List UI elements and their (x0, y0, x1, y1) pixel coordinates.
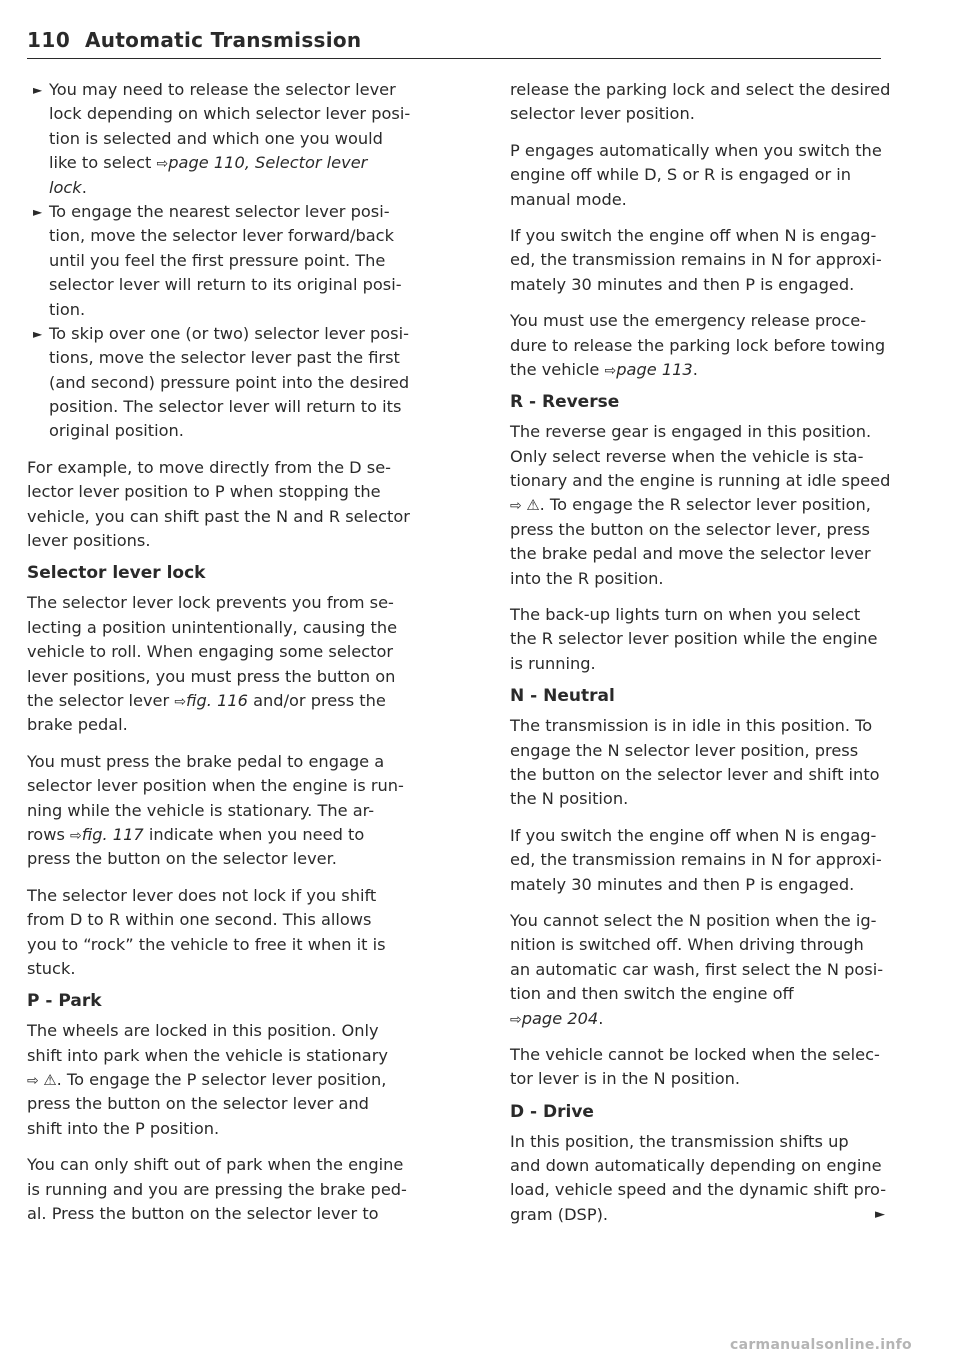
arrow-icon: ⇨ (27, 1073, 44, 1090)
arrow-icon: ⇨ (174, 693, 187, 710)
text-line (510, 518, 885, 542)
text-line (510, 652, 885, 676)
text-span: engage the N selector lever position, press (510, 740, 859, 760)
text-line (510, 224, 885, 248)
cross-reference-link[interactable]: page 204 (521, 1008, 599, 1028)
text-span: into the R position. (510, 568, 664, 588)
text-line (27, 908, 467, 932)
text-span: . (598, 1008, 604, 1028)
text-line (27, 1019, 467, 1043)
text-span: like to select (49, 153, 157, 173)
section-heading: N - Neutral (510, 686, 615, 707)
text-line (510, 1007, 885, 1031)
text-line (27, 529, 467, 553)
text-span: (and second) pressure point into the desired (49, 372, 410, 392)
text-span: tionary and the engine is running at idle speed (510, 471, 891, 491)
paragraph-gap (510, 1031, 885, 1043)
text-span: The back-up lights turn on when you select (510, 605, 861, 625)
text-line (27, 616, 467, 640)
text-line (510, 627, 885, 651)
text-line (510, 909, 885, 933)
text-span: position. The selector lever will return to its (49, 397, 402, 417)
bullet-icon: ► (33, 326, 43, 341)
text-line (510, 763, 885, 787)
text-span: tion, move the selector lever forward/back (49, 226, 394, 246)
text-line (27, 665, 467, 689)
text-line (27, 456, 467, 480)
text-line (510, 824, 885, 848)
text-span: the N position. (510, 789, 629, 809)
text-span: The transmission is in idle in this position. To (510, 716, 873, 736)
section-heading: R - Reverse (510, 392, 620, 413)
text-span: is running and you are pressing the brake ped- (27, 1179, 407, 1199)
text-span: ning while the vehicle is stationary. The ar- (27, 800, 375, 820)
arrow-icon: ⇨ (510, 1011, 522, 1028)
text-line (27, 419, 467, 443)
text-line (510, 739, 885, 763)
text-line (510, 188, 885, 212)
paragraph-gap (510, 591, 885, 603)
text-line (27, 371, 467, 395)
arrow-icon: ⇨ (156, 156, 169, 173)
text-span: selector lever position when the engine is run- (27, 776, 404, 796)
text-line (27, 249, 467, 273)
text-line (27, 176, 467, 200)
text-span: . (692, 359, 698, 379)
right-column (510, 78, 891, 1227)
text-line (27, 1178, 467, 1202)
text-span: stuck. (27, 958, 76, 978)
cross-reference-link[interactable]: page 113 (616, 359, 693, 379)
text-span: press the button on the selector lever and (27, 1094, 369, 1114)
text-span: mately 30 minutes and then P is engaged. (510, 274, 855, 294)
arrow-icon: ⇨ (510, 498, 527, 515)
text-line (510, 848, 885, 872)
text-line (27, 224, 467, 248)
paragraph-gap (510, 212, 885, 224)
text-line (27, 847, 467, 871)
text-line (510, 163, 885, 187)
text-line (510, 139, 885, 163)
cross-reference-link[interactable]: fig. 116 (186, 690, 248, 710)
text-line (510, 273, 885, 297)
text-line (510, 248, 885, 272)
text-span: The selector lever lock prevents you from se- (27, 593, 394, 613)
text-line (510, 469, 891, 493)
section-heading: D - Drive (510, 1101, 594, 1122)
text-span: the brake pedal and move the selector lever (510, 544, 871, 564)
bullet-icon: ► (33, 83, 43, 97)
text-line (27, 395, 467, 419)
warning-icon: ⚠ (43, 1071, 57, 1090)
text-line (27, 102, 467, 126)
arrow-icon: ⇨ (604, 362, 617, 379)
text-span: tor lever is in the N position. (510, 1069, 741, 1089)
text-span: For example, to move directly from the D se- (27, 457, 392, 477)
text-span: until you feel the first pressure point. The (49, 250, 386, 270)
bullet-item (27, 78, 467, 102)
section-heading: P - Park (27, 991, 102, 1012)
text-line (27, 1117, 467, 1141)
cross-reference-link[interactable]: page 110, Selector lever (168, 153, 368, 173)
text-line (27, 1092, 467, 1116)
text-line (510, 1130, 885, 1154)
text-span: You must press the brake pedal to engage a (27, 751, 385, 771)
text-span: press the button on the selector lever, press (510, 519, 870, 539)
text-span: lock depending on which selector lever posi- (49, 104, 411, 124)
text-span: The selector lever does not lock if you shift (27, 885, 377, 905)
section-heading: Selector lever lock (27, 563, 206, 584)
text-line (27, 933, 467, 957)
text-span: You must use the emergency release proce- (510, 311, 867, 331)
text-line (27, 957, 467, 981)
text-line (27, 884, 467, 908)
page-header (27, 22, 881, 59)
paragraph-gap (510, 127, 885, 139)
text-line (510, 1067, 885, 1091)
paragraph-gap (27, 1141, 467, 1153)
text-line (510, 334, 885, 358)
text-line (510, 1178, 885, 1202)
text-span: nition is switched off. When driving through (510, 935, 864, 955)
text-line (27, 1202, 467, 1226)
text-span: load, vehicle speed and the dynamic shift pro- (510, 1180, 887, 1200)
text-span: selector lever will return to its original posi- (49, 275, 402, 295)
paragraph-gap (27, 872, 467, 884)
text-span: an automatic car wash, first select the N posi- (510, 959, 884, 979)
section-title: Automatic Transmission (85, 28, 362, 52)
text-span: indicate when you need to (143, 824, 365, 844)
text-line (510, 567, 885, 591)
text-span: To engage the nearest selector lever posi- (49, 201, 390, 221)
text-span: manual mode. (510, 189, 627, 209)
text-line (27, 273, 467, 297)
text-span: lever positions, you must press the button on (27, 666, 396, 686)
left-column (27, 78, 467, 1226)
text-line (27, 1068, 467, 1092)
text-span: al. Press the button on the selector lever to (27, 1204, 379, 1224)
text-span: selector lever position. (510, 104, 695, 124)
text-span: To skip over one (or two) selector lever posi- (49, 323, 409, 343)
text-span: Only select reverse when the vehicle is sta- (510, 446, 864, 466)
text-line (510, 102, 885, 126)
text-span: . To engage the R selector lever position, (539, 495, 871, 515)
text-span: The vehicle cannot be locked when the selec- (510, 1044, 880, 1064)
text-span: engine off while D, S or R is engaged or in (510, 165, 852, 185)
text-line (510, 714, 885, 738)
text-line (27, 298, 467, 322)
text-line (510, 1154, 885, 1178)
text-line (510, 787, 885, 811)
text-span: the R selector lever position while the engine (510, 629, 878, 649)
bullet-item (27, 322, 467, 346)
text-line (27, 750, 467, 774)
text-line (510, 1203, 885, 1227)
text-line (510, 358, 885, 382)
text-line (27, 505, 467, 529)
paragraph-gap (27, 738, 467, 750)
text-span: dure to release the parking lock before towing (510, 335, 886, 355)
text-line (510, 982, 885, 1006)
text-span: tion and then switch the engine off (510, 984, 794, 1004)
text-line (510, 958, 885, 982)
text-span: P engages automatically when you switch the (510, 140, 882, 160)
text-span: You cannot select the N position when the ig- (510, 910, 877, 930)
text-line (27, 127, 467, 151)
text-span: tions, move the selector lever past the first (49, 348, 400, 368)
paragraph-gap (27, 444, 467, 456)
text-span: shift into the P position. (27, 1118, 220, 1138)
text-line (27, 799, 467, 823)
cross-reference-link[interactable]: fig. 117 (81, 824, 144, 844)
watermark: carmanualsonline.info (730, 1337, 912, 1353)
text-span: is running. (510, 653, 596, 673)
paragraph-gap (510, 297, 885, 309)
page-number: 110 (27, 28, 71, 52)
warning-icon: ⚠ (526, 496, 540, 515)
text-line (27, 1153, 467, 1177)
text-span: lever positions. (27, 531, 151, 551)
text-span: from D to R within one second. This allows (27, 910, 372, 930)
continue-icon: ► (875, 1206, 885, 1222)
text-line (27, 689, 467, 713)
text-span: gram (DSP). (510, 1204, 609, 1224)
text-line (27, 1044, 467, 1068)
text-span: and/or press the (247, 690, 386, 710)
text-line (27, 151, 467, 175)
text-span: press the button on the selector lever. (27, 849, 337, 869)
paragraph-gap (510, 812, 885, 824)
text-span: shift into park when the vehicle is stationary (27, 1045, 388, 1065)
text-span: lector lever position to P when stopping the (27, 482, 381, 502)
text-line (27, 640, 467, 664)
text-span: the vehicle (510, 359, 605, 379)
text-span: ed, the transmission remains in N for approxi- (510, 250, 882, 270)
text-line (510, 420, 885, 444)
text-line (27, 591, 467, 615)
text-span: rows (27, 824, 71, 844)
text-line (27, 346, 467, 370)
text-line (510, 873, 885, 897)
text-span: the selector lever (27, 690, 175, 710)
arrow-icon: ⇨ (70, 827, 82, 844)
text-span: If you switch the engine off when N is engag- (510, 825, 877, 845)
text-span: and down automatically depending on engine (510, 1156, 882, 1176)
text-line (27, 823, 467, 847)
text-span: In this position, the transmission shifts up (510, 1131, 849, 1151)
text-span: brake pedal. (27, 715, 128, 735)
cross-reference-link[interactable]: lock (49, 177, 82, 197)
text-line (510, 78, 891, 102)
text-line (510, 445, 885, 469)
text-line (510, 603, 885, 627)
text-span: lecting a position unintentionally, causing the (27, 617, 398, 637)
text-span: original position. (49, 421, 184, 441)
text-line (510, 933, 885, 957)
text-line (27, 480, 467, 504)
text-span: the button on the selector lever and shift into (510, 764, 880, 784)
text-span: You may need to release the selector lever (49, 80, 396, 99)
text-span: The wheels are locked in this position. Only (27, 1021, 379, 1041)
text-span: tion is selected and which one you would (49, 128, 383, 148)
text-line (510, 1043, 885, 1067)
text-line (27, 713, 467, 737)
text-span: release the parking lock and select the desired (510, 80, 891, 99)
text-span: tion. (49, 299, 86, 319)
text-span: The reverse gear is engaged in this position. (510, 422, 872, 442)
bullet-item (27, 200, 467, 224)
text-span: . To engage the P selector lever position, (56, 1070, 387, 1090)
bullet-icon: ► (33, 204, 43, 219)
text-span: vehicle, you can shift past the N and R selector (27, 506, 410, 526)
text-span: vehicle to roll. When engaging some selector (27, 642, 394, 662)
text-span: you to “rock” the vehicle to free it when it is (27, 934, 386, 954)
text-span: mately 30 minutes and then P is engaged. (510, 874, 855, 894)
text-span: ed, the transmission remains in N for approxi- (510, 850, 882, 870)
text-line (510, 542, 885, 566)
text-line (510, 309, 885, 333)
text-line (510, 493, 885, 517)
text-line (27, 774, 467, 798)
paragraph-gap (510, 897, 885, 909)
text-span: You can only shift out of park when the engine (27, 1155, 404, 1175)
text-span: . (81, 177, 87, 197)
text-span: If you switch the engine off when N is engag- (510, 225, 877, 245)
